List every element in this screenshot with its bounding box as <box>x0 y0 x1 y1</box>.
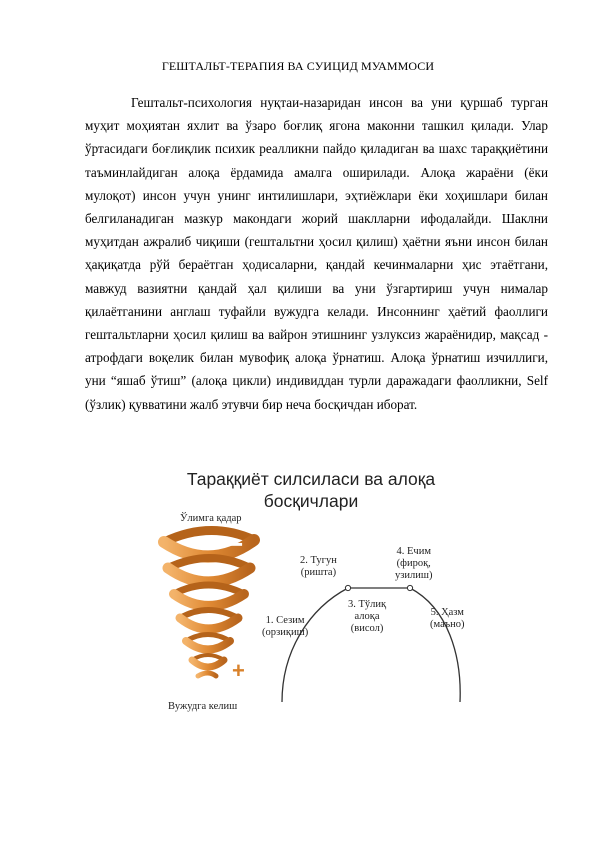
spiral-top-label: Ўлимга қадар <box>180 513 242 524</box>
figure-title-line-1: Тараққиёт силсиласи ва алоқа <box>186 469 436 489</box>
development-cycle-figure <box>150 460 470 730</box>
document-title: ГЕШТАЛЬТ-ТЕРАПИЯ ВА СУИЦИД МУАММОСИ <box>161 59 435 73</box>
figure-graphics <box>150 460 470 730</box>
minus-sign: − <box>228 529 244 559</box>
figure-title-line-2: босқичлари <box>263 491 359 511</box>
stage-4-label: 4. Ечим (фироқ, узилиш) <box>395 546 433 581</box>
stage-3-label: 3. Тўлиқ алоқа (висол) <box>348 599 387 634</box>
stage-marker-left <box>345 585 350 590</box>
stage-1-label: 1. Сезим (орзиқиш) <box>262 615 309 638</box>
spiral-bottom-label: Вужудга келиш <box>168 701 238 712</box>
stage-2-label: 2. Тугун (ришта) <box>300 555 337 578</box>
stage-5-label: 5. Ҳазм (маъно) <box>430 607 465 630</box>
body-paragraph: Гештальт-психология нуқтаи-назаридан инсон ва уни қуршаб турган муҳит моҳиятан яхлит ва ўзаро боғлиқ ягона маконни ташкил қилади. Улар ўртасидаги боғлиқлик психик реалликни пайдо қиладиган ва шахс тараққиётини таъминлайдиган алоқа ёрдамида амалга оширилади. Алоқа жараёни (ёки мулоқот) инсон учун унинг интилишлари, эҳтиёжлари ёки хоҳишлари билан белгиланадиган мазкур макондаги жорий шаклларни ифодалайди. Шаклни муҳитдан ажралиб чиқиши (гештальтни ҳосил қилиш) ҳаётни яъни инсон билан ҳақиқатда рўй бераётган ҳодисаларни, қандай кечинмаларни ҳис этаётгани, мавжуд вазиятни қандай ҳал қилиши ва уни ўзгартириш учун нималар қилаётганини англаш туфайли вужудга келади. Инсоннинг ҳаётий фаоллиги гештальтларни ҳосил қилиш ва вайрон этишнинг узлуксиз жараёнидир, мақсад - атрофдаги воқелик билан мувофиқ алоқа ўрнатиш. Алоқа ўрнатиш изчиллиги, уни “яшаб ўтиш” (алоқа цикли) индивиддан турли даражадаги фаолликни, Self (ўзлик) қувватини жалб этувчи бир неча босқичдан иборат. <box>85 95 548 412</box>
plus-sign: + <box>232 658 245 683</box>
stage-marker-right <box>407 585 412 590</box>
